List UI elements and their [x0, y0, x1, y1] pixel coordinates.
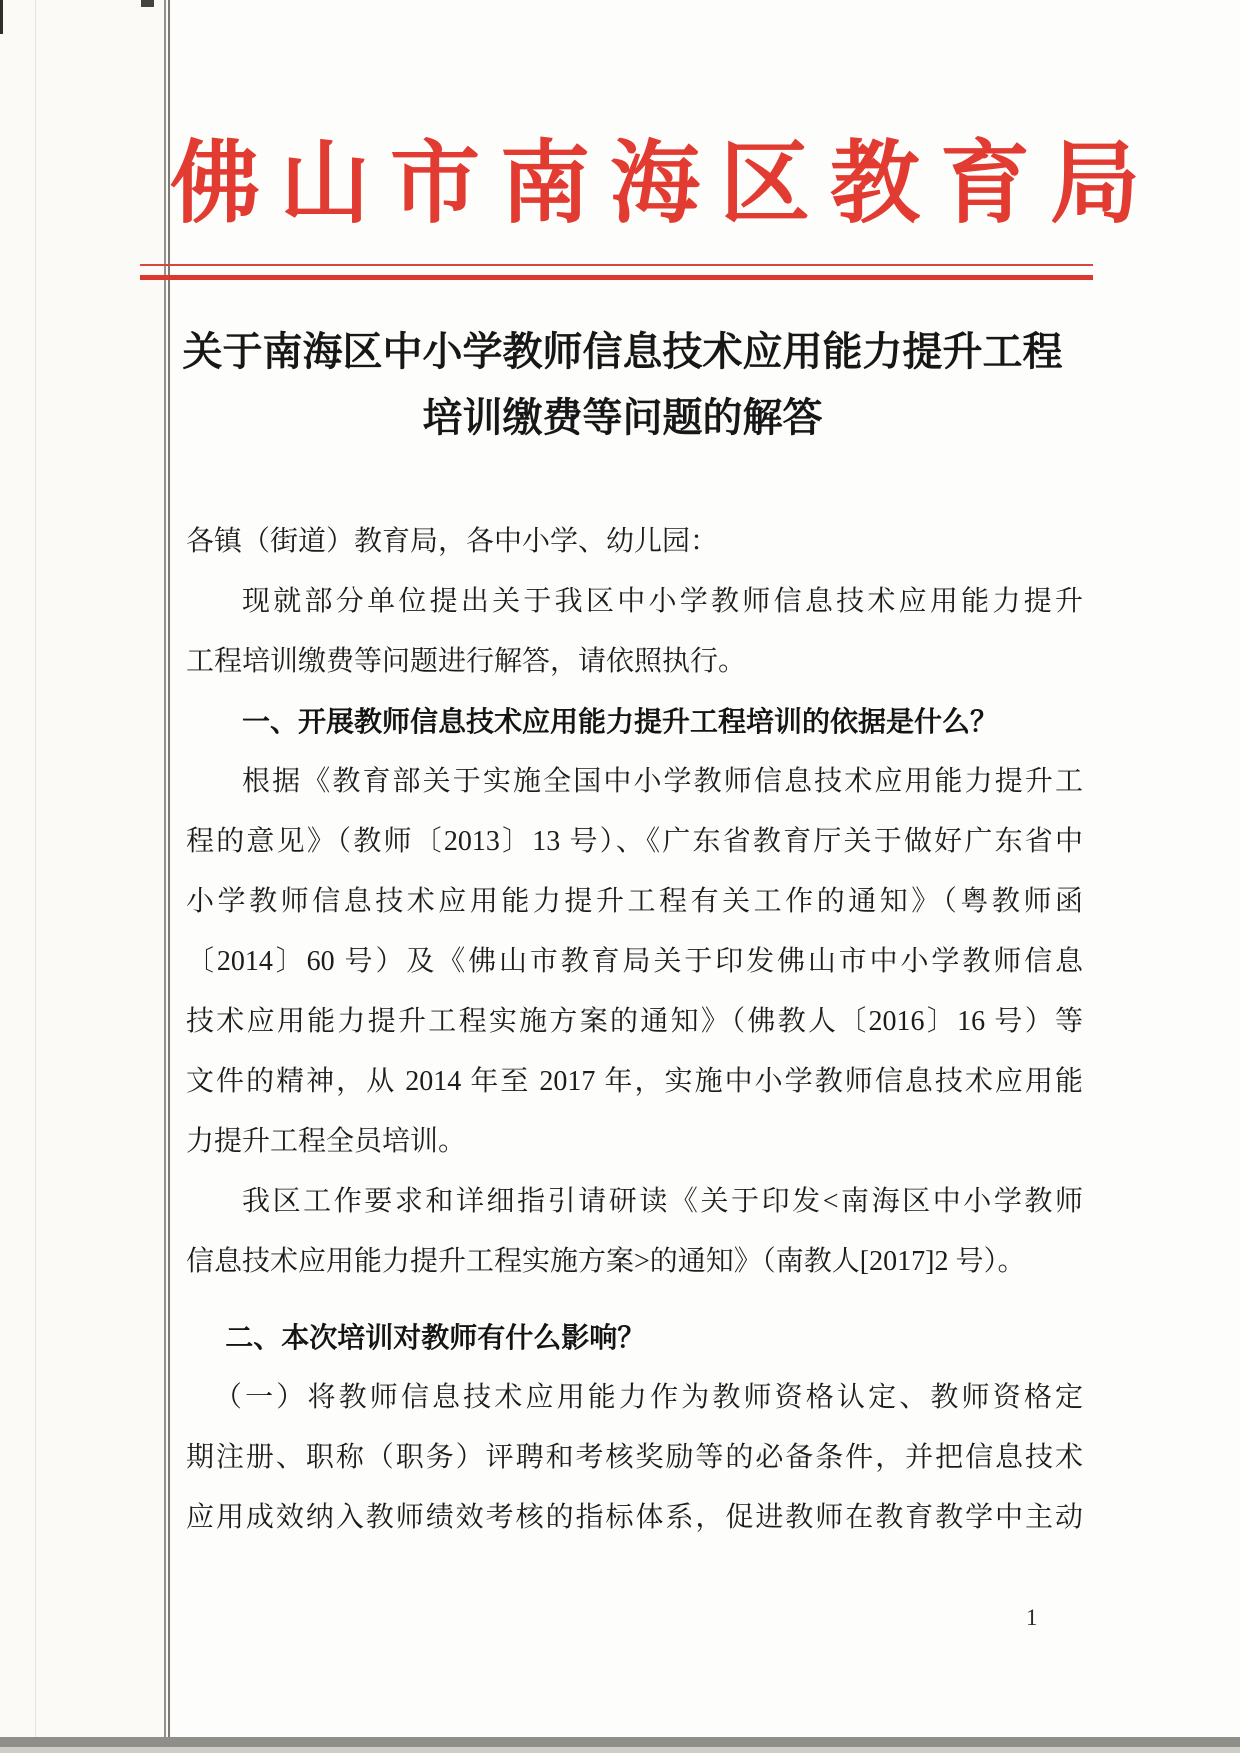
- section-heading-2: 二、本次培训对教师有什么影响？: [225, 1322, 646, 1353]
- body-line: 程的意见》（教师〔2013〕13 号）、《广东省教育厅关于做好广东省中: [186, 826, 1083, 857]
- page-number: 1: [1026, 1605, 1038, 1630]
- body-line: 根据《教育部关于实施全国中小学教师信息技术应用能力提升工: [242, 766, 1083, 797]
- scan-bottom-shadow: [0, 1737, 1240, 1747]
- body-line: 应用成效纳入教师绩效考核的指标体系，促进教师在教育教学中主动: [186, 1502, 1083, 1533]
- section-heading-1: 一、开展教师信息技术应用能力提升工程培训的依据是什么？: [242, 706, 999, 737]
- body-line: 力提升工程全员培训。: [186, 1126, 467, 1157]
- body-line: 小学教师信息技术应用能力提升工程有关工作的通知》（粤教师函: [186, 886, 1083, 917]
- body-line: 工程培训缴费等问题进行解答，请依照执行。: [186, 646, 747, 677]
- scan-edge-mark: [141, 0, 154, 7]
- page-edge-line: [164, 0, 166, 1744]
- letterhead-rule-thin: [140, 264, 1093, 266]
- scan-bottom-shadow: [0, 1747, 1240, 1753]
- agency-letterhead: 佛山市南海区教育局: [170, 135, 1160, 234]
- scan-fold-line: [35, 0, 36, 1753]
- scan-corner-mark: [0, 0, 3, 34]
- body-line: 期注册、职称（职务）评聘和考核奖励等的必备条件，并把信息技术: [186, 1442, 1083, 1473]
- body-line: 〔2014〕60 号）及《佛山市教育局关于印发佛山市中小学教师信息: [186, 946, 1083, 977]
- letterhead-rule-thick: [140, 275, 1093, 280]
- body-line: 文件的精神，从 2014 年至 2017 年，实施中小学教师信息技术应用能: [186, 1066, 1083, 1097]
- body-line: 我区工作要求和详细指引请研读《关于印发<南海区中小学教师: [242, 1186, 1083, 1217]
- body-line: （一）将教师信息技术应用能力作为教师资格认定、教师资格定: [214, 1382, 1083, 1413]
- document-body: [186, 512, 1083, 1548]
- document-title-line-1: 关于南海区中小学教师信息技术应用能力提升工程: [182, 329, 1063, 374]
- body-line: 信息技术应用能力提升工程实施方案>的通知》（南教人[2017]2 号）。: [186, 1246, 1026, 1277]
- body-line: 现就部分单位提出关于我区中小学教师信息技术应用能力提升: [242, 586, 1083, 617]
- document-title-line-2: 培训缴费等问题的解答: [422, 395, 823, 440]
- page-edge-line: [168, 0, 170, 1744]
- body-line: 技术应用能力提升工程实施方案的通知》（佛教人〔2016〕16 号）等: [186, 1006, 1083, 1037]
- salutation-line: 各镇（街道）教育局，各中小学、幼儿园：: [186, 526, 719, 557]
